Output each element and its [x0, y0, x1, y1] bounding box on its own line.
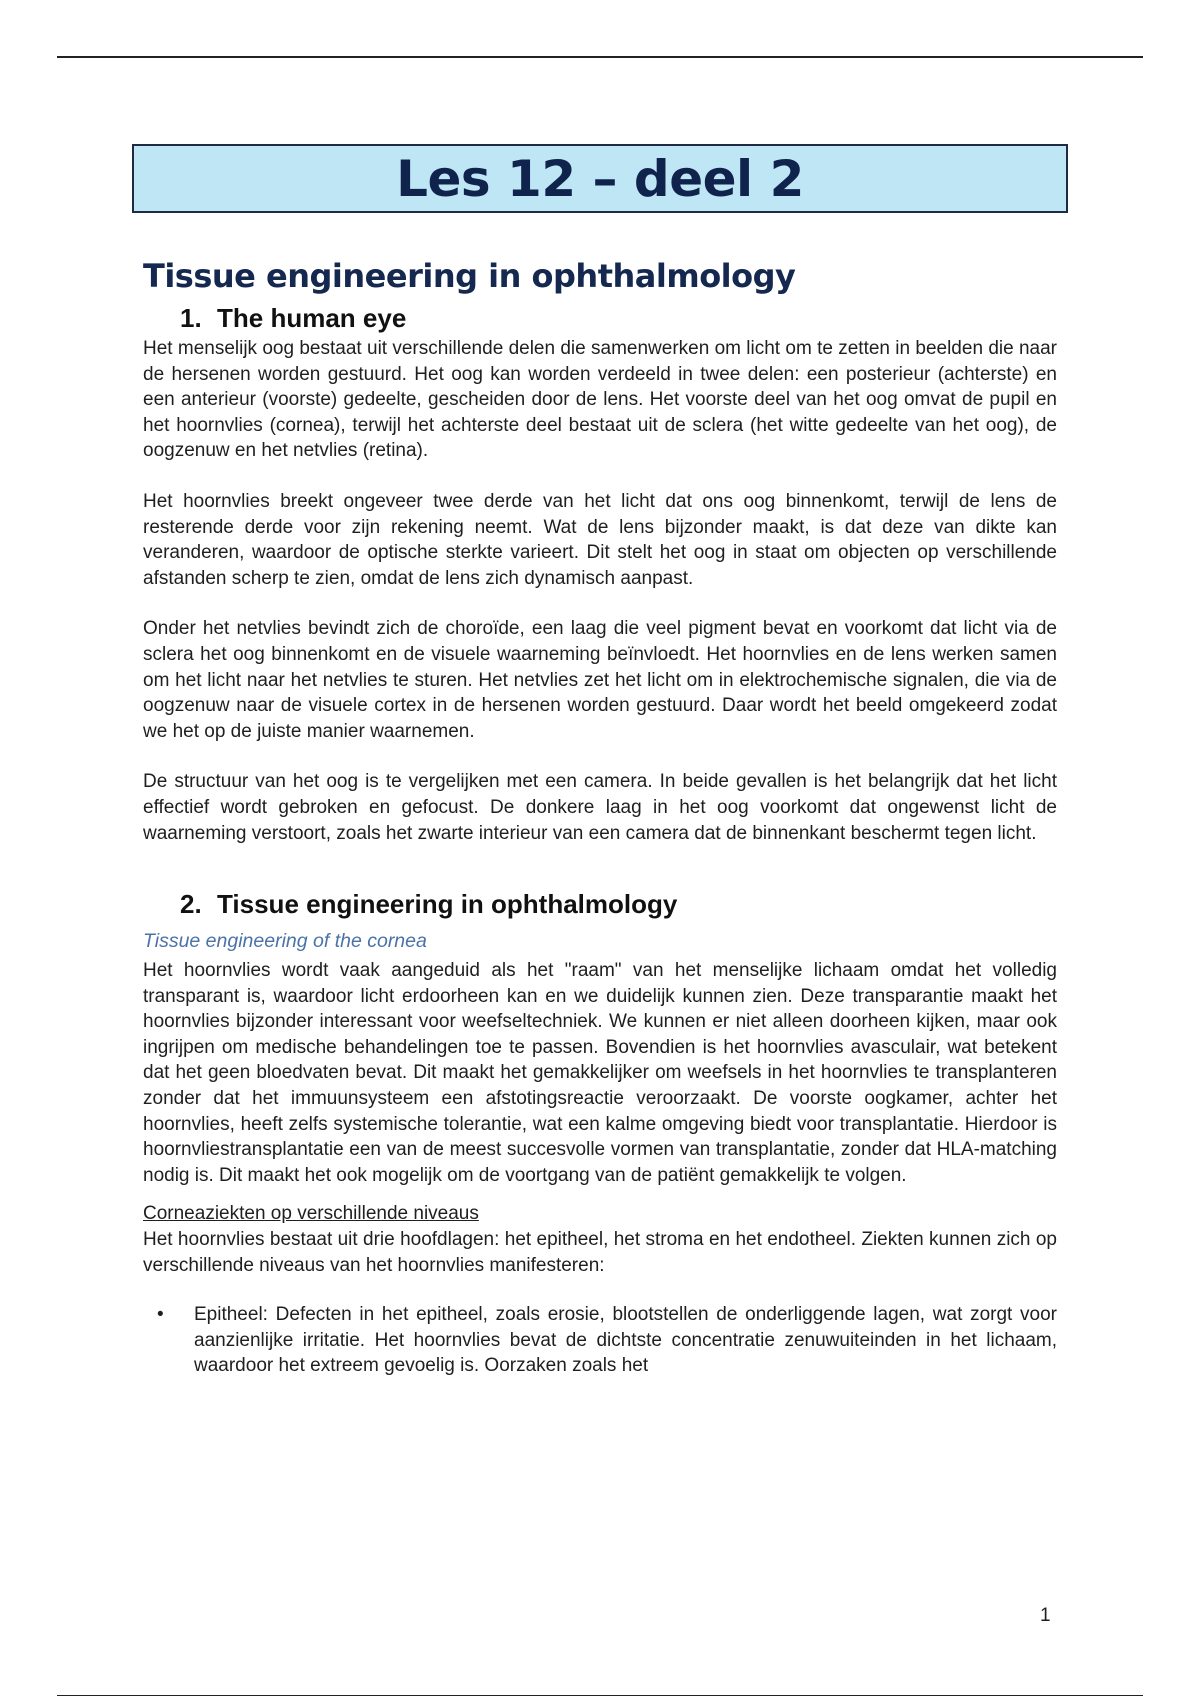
cornea-diseases-list [143, 1302, 1057, 1379]
main-heading: Tissue engineering in ophthalmology [143, 257, 796, 295]
bottom-rule [57, 1695, 1143, 1696]
section-1-paragraph-3: Onder het netvlies bevindt zich de choroïde, een laag die veel pigment bevat en voorkomt dat licht via de sclera het oog binnenkomt en de visuele waarneming beïnvloedt. Het hoornvlies en de lens werken samen om het licht naar het netvlies te sturen. Het netvlies zet het licht om in elektrochemische signalen, die via de oogzenuw naar de visuele cortex in de hersenen worden gestuurd. Daar wordt het beeld omgekeerd zodat we het op de juiste manier waarnemen. [143, 618, 1057, 742]
section-2-heading [180, 886, 1057, 922]
title-box [132, 144, 1068, 213]
section-2-number: 2. [180, 889, 202, 920]
section-2-paragraph-1: Het hoornvlies wordt vaak aangeduid als het "raam" van het menselijke lichaam omdat het volledig transparant is, waardoor licht erdoorheen kan en we duidelijk kunnen zien. Deze transparantie maakt het hoornvlies bijzonder interessant voor weefseltechniek. We kunnen er niet alleen doorheen kijken, maar ook ingrijpen om medische behandelingen toe te passen. Bovendien is het hoornvlies avasculair, wat betekent dat het geen bloedvaten bevat. Dit maakt het gemakkelijker om weefsels in het hoornvlies te transplanteren zonder dat het immuunsysteem een afstotingsreactie veroorzaakt. De voorste oogkamer, achter het hoornvlies, heeft zelfs systemische tolerantie, wat een kalme omgeving biedt voor transplantatie. Hierdoor is hoornvliestransplantatie een van de meest succesvolle vormen van transplantatie, zonder dat HLA-matching nodig is. Dit maakt het ook mogelijk om de voortgang van de patiënt gemakkelijk te volgen. [143, 960, 1057, 1186]
list-item [143, 1302, 1057, 1379]
section-2-subtitle: Tissue engineering of the cornea [143, 930, 427, 953]
cornea-diseases-heading: Corneaziekten op verschillende niveaus [143, 1203, 479, 1225]
page-number: 1 [1040, 1605, 1051, 1626]
bullet-icon: • [157, 1304, 164, 1326]
section-1-title: The human eye [217, 303, 407, 333]
document-body [143, 252, 1057, 1379]
section-1-paragraph-1: Het menselijk oog bestaat uit verschillende delen die samenwerken om licht om te zetten in beelden die naar de hersenen worden gestuurd. Het oog kan worden verdeeld in twee delen: een posterieur (achterste) en een anterieur (voorste) gedeelte, gescheiden door de lens. Het voorste deel van het oog omvat de pupil en het hoornvlies (cornea), terwijl het achterste deel bestaat uit de sclera (het witte gedeelte van het oog), de oogzenuw en het netvlies (retina). [143, 338, 1057, 462]
list-item-text: Epitheel: Defecten in het epitheel, zoals erosie, blootstellen de onderliggende lagen, wat zorgt voor aanzienlijke irritatie. Het hoornvlies bevat de dichtste concentratie zenuwuiteinden in het lichaam, waardoor het extreem gevoelig is. Oorzaken zoals het [194, 1304, 1057, 1377]
section-1-paragraph-4: De structuur van het oog is te vergelijken met een camera. In beide gevallen is het belangrijk dat het licht effectief wordt gebroken en gefocust. De donkere laag in het oog voorkomt dat ongewenst licht de waarneming verstoort, zoals het zwarte interieur van een camera dat de binnenkant beschermt tegen licht. [143, 771, 1057, 844]
page-title: Les 12 – deel 2 [396, 149, 804, 208]
section-1-number: 1. [180, 303, 202, 333]
section-2-title: Tissue engineering in ophthalmology [217, 889, 678, 920]
section-1-heading [180, 300, 1057, 336]
top-rule [57, 56, 1143, 58]
section-1-paragraph-2: Het hoornvlies breekt ongeveer twee derde van het licht dat ons oog binnenkomt, terwijl de lens de resterende derde voor zijn rekening neemt. Wat de lens bijzonder maakt, is dat deze van dikte kan veranderen, waardoor de optische sterkte varieert. Dit stelt het oog in staat om objecten op verschillende afstanden scherp te zien, omdat de lens zich dynamisch aanpast. [143, 490, 1057, 589]
cornea-diseases-intro: Het hoornvlies bestaat uit drie hoofdlagen: het epitheel, het stroma en het endotheel. Ziekten kunnen zich op verschillende niveaus van het hoornvlies manifesteren: [143, 1229, 1057, 1276]
